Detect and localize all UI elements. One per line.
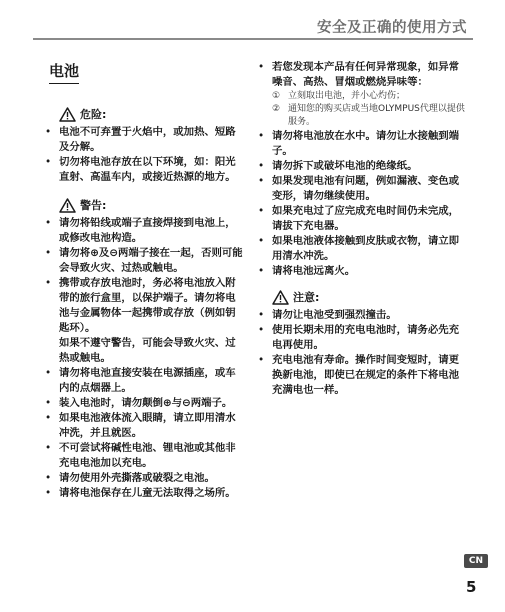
caution-list bbox=[258, 308, 468, 398]
caution-heading bbox=[272, 289, 468, 305]
warning-triangle-icon bbox=[59, 198, 76, 213]
note-number: ② bbox=[272, 104, 281, 114]
warning-item: • 携带或存放电池时，务必将电池放入附带的旅行盒里，以保护端子。请勿将电池与金属物体一起携带或存放（例如钥匙环）。 bbox=[45, 276, 245, 336]
warning-label: 警告: bbox=[80, 199, 107, 212]
note-item bbox=[258, 103, 468, 129]
note-text: 立刻取出电池，并小心灼伤； bbox=[288, 91, 406, 101]
warning-item: • 如果电池液体流入眼睛，请立即用清水冲洗，并且就医。 bbox=[45, 411, 245, 441]
warning-triangle-icon bbox=[59, 107, 76, 122]
warning-item: • 请勿将⊕及⊖两端子接在一起，否则可能会导致火灾、过热或触电。 bbox=[45, 246, 245, 276]
note-text: 通知您的购买店或当地OLYMPUS代理以提供服务。 bbox=[288, 104, 465, 127]
right-list-top bbox=[258, 60, 468, 90]
right-item: • 如果发现电池有问题，例如漏液、变色或变形，请勿继续使用。 bbox=[258, 174, 468, 204]
danger-item: • 切勿将电池存放在以下环境，如：阳光直射、高温车内，或接近热源的地方。 bbox=[45, 155, 245, 185]
warning-item: • 不可尝试将碱性电池、锂电池或其他非充电电池加以充电。 bbox=[45, 441, 245, 471]
warning-item: • 装入电池时，请勿颠倒⊕与⊖两端子。 bbox=[45, 396, 245, 411]
right-item: • 请勿将电池放在水中。请勿让水接触到端子。 bbox=[258, 129, 468, 159]
left-column bbox=[45, 54, 245, 501]
danger-list bbox=[45, 125, 245, 185]
right-item: • 请勿拆下或破坏电池的绝缘纸。 bbox=[258, 159, 468, 174]
right-item: • 请将电池远离火。 bbox=[258, 264, 468, 279]
page-number: 5 bbox=[466, 578, 477, 596]
right-item: • 如果电池液体接触到皮肤或衣物，请立即用清水冲洗。 bbox=[258, 234, 468, 264]
page-header-title: 安全及正确的使用方式 bbox=[317, 20, 467, 36]
caution-item: • 充电电池有寿命。操作时间变短时，请更换新电池，即使已在规定的条件下将电池充满电也一样。 bbox=[258, 353, 468, 398]
right-item: • 如果充电过了应完成充电时间仍未完成，请拔下充电器。 bbox=[258, 204, 468, 234]
note-item bbox=[258, 90, 468, 103]
header-rule bbox=[33, 38, 473, 40]
warning-item: • 请勿将铅线或端子直接焊接到电池上，或修改电池构造。 bbox=[45, 216, 245, 246]
right-column bbox=[258, 60, 468, 398]
warning-item: • 请勿使用外壳撕落或破裂之电池。 bbox=[45, 471, 245, 486]
danger-heading bbox=[59, 106, 245, 122]
warning-item: • 请将电池保存在儿童无法取得之场所。 bbox=[45, 486, 245, 501]
language-badge: CN bbox=[464, 554, 488, 568]
section-title: 电池 bbox=[49, 60, 79, 84]
warning-triangle-icon bbox=[272, 290, 289, 305]
warning-list bbox=[45, 216, 245, 336]
danger-item: • 电池不可弃置于火焰中，或加热、短路及分解。 bbox=[45, 125, 245, 155]
warning-list-cont bbox=[45, 366, 245, 501]
danger-label: 危险: bbox=[80, 108, 107, 121]
caution-item: • 请勿让电池受到强烈撞击。 bbox=[258, 308, 468, 323]
right-item: • 若您发现本产品有任何异常现象，如异常噪音、高热、冒烟或燃烧异味等： bbox=[258, 60, 468, 90]
warning-sub-note: 如果不遵守警告，可能会导致火灾、过热或触电。 bbox=[59, 337, 236, 364]
right-list-mid bbox=[258, 129, 468, 279]
caution-item: • 使用长期未用的充电电池时，请务必先充电再使用。 bbox=[258, 323, 468, 353]
caution-label: 注意: bbox=[293, 291, 320, 304]
warning-heading bbox=[59, 197, 245, 213]
warning-item: • 请勿将电池直接安装在电源插座，或车内的点烟器上。 bbox=[45, 366, 245, 396]
note-number: ① bbox=[272, 91, 281, 101]
